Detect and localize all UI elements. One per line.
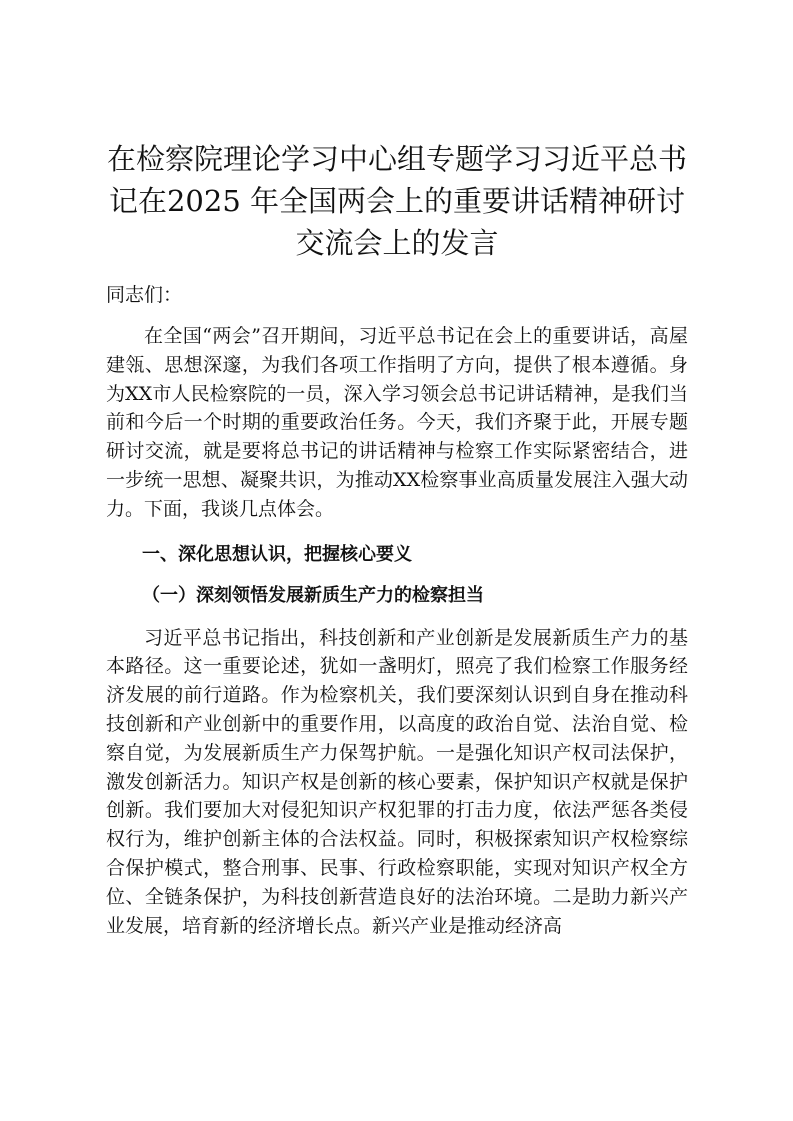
document-title: 在检察院理论学习中心组专题学习习近平总书记在2025 年全国两会上的重要讲话精神研讨交流会上的发言 — [106, 142, 687, 260]
section-heading-1: 一、深化思想认识，把握核心要义 — [142, 543, 412, 565]
greeting: 同志们： — [106, 284, 183, 306]
document-page — [106, 138, 688, 940]
subsection-paragraph-1: 习近平总书记指出，科技创新和产业创新是发展新质生产力的基本路径。这一重要论述，犹如一盏明灯，照亮了我们检察工作服务经济发展的前行道路。作为检察机关，我们要深刻认识到自身在推动科技创新和产业创新中的重要作用，以高度的政治自觉、法治自觉、检察自觉，为发展新质生产力保驾护航。一是强化知识产权司法保护，激发创新活力。知识产权是创新的核心要素，保护知识产权就是保护创新。我们要加大对侵犯知识产权犯罪的打击力度，依法严惩各类侵权行为，维护创新主体的合法权益。同时，积极探索知识产权检察综合保护模式，整合刑事、民事、行政检察职能，实现对知识产权全方位、全链条保护，为科技创新营造良好的法治环境。二是助力新兴产业发展，培育新的经济增长点。新兴产业是推动经济高 — [106, 626, 688, 937]
intro-paragraph: 在全国“两会”召开期间，习近平总书记在会上的重要讲话，高屋建瓴、思想深邃，为我们各项工作指明了方向，提供了根本遵循。身为XX市人民检察院的一员，深入学习领会总书记讲话精神，是我们当前和今后一个时期的重要政治任务。今天，我们齐聚于此，开展专题研讨交流，就是要将总书记的讲话精神与检察工作实际紧密结合，进一步统一思想、凝聚共识，为推动XX检察事业高质量发展注入强大动力。下面，我谈几点体会。 — [106, 325, 688, 520]
subsection-heading-1: （一）深刻领悟发展新质生产力的检察担当 — [142, 584, 484, 606]
